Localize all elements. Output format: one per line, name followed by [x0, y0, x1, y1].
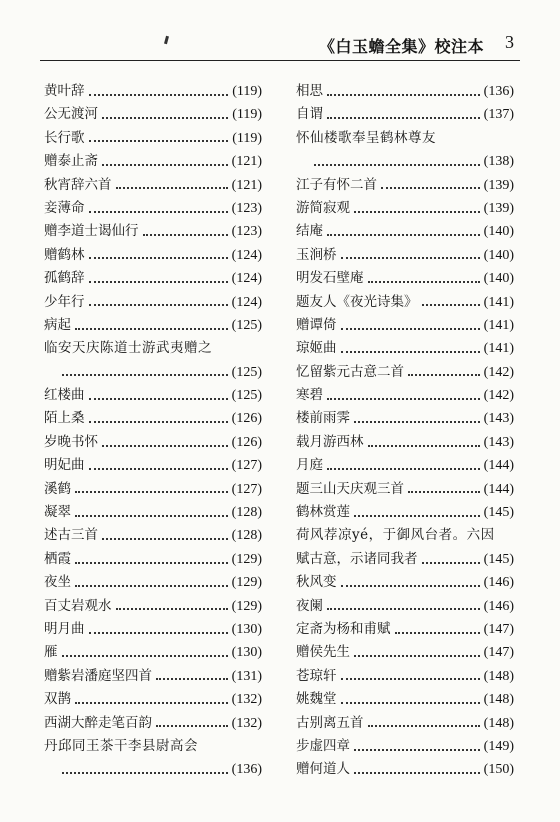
toc-entry — [296, 524, 514, 547]
toc-entry-title: 江子有怀二首 — [296, 176, 377, 193]
toc-left-column — [44, 80, 262, 782]
toc-entry — [296, 688, 514, 711]
toc-entry-title: 赠李道士谒仙行 — [44, 223, 139, 240]
toc-entry-page: (139) — [483, 177, 514, 193]
leader-dots — [368, 725, 480, 727]
leader-dots — [422, 304, 480, 306]
toc-entry-page: (149) — [483, 738, 514, 754]
leader-dots — [354, 211, 480, 213]
toc-entry — [296, 384, 514, 407]
toc-entry — [296, 501, 514, 524]
toc-entry-page: (129) — [231, 598, 262, 614]
toc-entry-title: 西湖大醉走笔百韵 — [44, 714, 152, 731]
toc-entry-page: (146) — [483, 598, 514, 614]
toc-entry — [44, 478, 262, 501]
toc-entry — [296, 337, 514, 360]
toc-entry-title: 孤鹤辞 — [44, 270, 85, 287]
toc-entry-page: (130) — [231, 645, 262, 661]
leader-dots — [368, 445, 480, 447]
toc-entry — [296, 407, 514, 430]
leader-dots — [62, 374, 228, 376]
toc-entry — [296, 641, 514, 664]
toc-entry — [44, 571, 262, 594]
toc-entry — [44, 618, 262, 641]
toc-entry-title: 玉涧桥 — [296, 246, 337, 263]
toc-entry-page: (125) — [231, 317, 262, 333]
toc-entry-page: (145) — [483, 505, 514, 521]
leader-dots — [156, 725, 228, 727]
leader-dots — [327, 94, 480, 96]
toc-entry — [44, 431, 262, 454]
toc-entry-title: 姚魏堂 — [296, 691, 337, 708]
toc-entry-page: (141) — [483, 294, 514, 310]
toc-entry-page: (123) — [231, 200, 262, 216]
book-title: 《白玉蟾全集》校注本 — [318, 37, 484, 56]
leader-dots — [89, 257, 228, 259]
toc-entry — [44, 501, 262, 524]
leader-dots — [89, 468, 228, 470]
leader-dots — [314, 164, 480, 166]
toc-entry-title: 赠谭倚 — [296, 316, 337, 333]
toc-entry-title: 岁晚书怀 — [44, 433, 98, 450]
toc-entry — [44, 712, 262, 735]
leader-dots — [327, 468, 480, 470]
toc-entry-title: 题友人《夜光诗集》 — [296, 293, 418, 310]
toc-entry-page: (145) — [483, 551, 514, 567]
leader-dots — [408, 374, 480, 376]
toc-entry-title: 栖霞 — [44, 550, 71, 567]
toc-entry-title: 赠侯先生 — [296, 644, 350, 661]
toc-entry-title: 步虚四章 — [296, 737, 350, 754]
toc-entry — [296, 454, 514, 477]
leader-dots — [341, 351, 480, 353]
toc-entry-title: 明月曲 — [44, 620, 85, 637]
toc-entry — [44, 197, 262, 220]
toc-entry-title: 古别离五首 — [296, 714, 364, 731]
toc-entry-title: 结庵 — [296, 223, 323, 240]
toc-entry-page: (121) — [231, 154, 262, 170]
toc-entry-title: 夜坐 — [44, 574, 71, 591]
toc-entry-title: 赠鹤林 — [44, 246, 85, 263]
toc-entry — [44, 267, 262, 290]
toc-entry-title: 苍琼轩 — [296, 667, 337, 684]
toc-entry-page: (124) — [231, 271, 262, 287]
leader-dots — [395, 632, 480, 634]
toc-entry — [296, 197, 514, 220]
toc-entry-page: (130) — [231, 621, 262, 637]
toc-entry-title: 游简寂观 — [296, 199, 350, 216]
toc-entry-page: (119) — [232, 107, 262, 123]
leader-dots — [368, 281, 480, 283]
toc-entry-page: (125) — [231, 364, 262, 380]
leader-dots — [156, 678, 228, 680]
toc-entry-page: (127) — [231, 458, 262, 474]
leader-dots — [327, 117, 480, 119]
leader-dots — [89, 94, 229, 96]
toc-entry — [44, 244, 262, 267]
leader-dots — [341, 257, 480, 259]
toc-entry-page: (124) — [231, 294, 262, 310]
leader-dots — [89, 304, 228, 306]
toc-entry — [296, 548, 514, 571]
leader-dots — [381, 187, 480, 189]
leader-dots — [75, 328, 228, 330]
toc-entry — [296, 665, 514, 688]
toc-entry — [296, 127, 514, 150]
toc-entry-title: 题三山天庆观三首 — [296, 480, 404, 497]
toc-entry — [44, 337, 262, 360]
toc-entry — [44, 641, 262, 664]
toc-right-column — [296, 80, 514, 782]
toc-entry-title: 赠何道人 — [296, 761, 350, 778]
toc-entry — [44, 361, 262, 384]
leader-dots — [354, 421, 480, 423]
leader-dots — [341, 585, 480, 587]
toc-entry-page: (124) — [231, 247, 262, 263]
toc-entry-page: (148) — [483, 715, 514, 731]
toc-entry-page: (136) — [231, 762, 262, 778]
toc-entry-page: (126) — [231, 411, 262, 427]
toc-entry-page: (141) — [483, 341, 514, 357]
leader-dots — [422, 562, 480, 564]
toc-entry-page: (123) — [231, 224, 262, 240]
toc-entry — [44, 595, 262, 618]
toc-entry — [44, 103, 262, 126]
toc-entry — [296, 267, 514, 290]
toc-entry — [44, 80, 262, 103]
toc-entry-page: (150) — [483, 762, 514, 778]
toc-entry-page: (132) — [231, 692, 262, 708]
toc-entry — [296, 431, 514, 454]
toc-entry-title: 双鹊 — [44, 691, 71, 708]
toc-entry — [44, 127, 262, 150]
toc-entry-page: (147) — [483, 645, 514, 661]
toc-entry-page: (125) — [231, 388, 262, 404]
toc-entry — [44, 291, 262, 314]
toc-entry-title: 定斋为杨和甫赋 — [296, 620, 391, 637]
toc-entry — [296, 618, 514, 641]
toc-entry-page: (142) — [483, 388, 514, 404]
leader-dots — [327, 234, 480, 236]
leader-dots — [75, 702, 228, 704]
leader-dots — [341, 328, 480, 330]
toc-entry-page: (147) — [483, 621, 514, 637]
toc-entry — [296, 735, 514, 758]
toc-entry — [44, 454, 262, 477]
toc-entry-title: 百丈岩观水 — [44, 597, 112, 614]
toc-entry — [296, 220, 514, 243]
toc-entry-page: (144) — [483, 458, 514, 474]
toc-entry-title: 琼姬曲 — [296, 340, 337, 357]
toc-entry-title: 黄叶辞 — [44, 83, 85, 99]
toc-entry — [44, 688, 262, 711]
toc-entry-page: (131) — [231, 668, 262, 684]
toc-entry-page: (143) — [483, 411, 514, 427]
toc-entry-title: 秋宵辞六首 — [44, 176, 112, 193]
toc-entry-page: (142) — [483, 364, 514, 380]
toc-entry-title: 述古三首 — [44, 527, 98, 544]
toc-entry-page: (136) — [483, 84, 514, 99]
toc-entry-title: 寒碧 — [296, 387, 323, 404]
toc-entry — [44, 407, 262, 430]
toc-entry — [44, 384, 262, 407]
toc-entry — [44, 314, 262, 337]
toc-entry-title: 雁 — [44, 644, 58, 661]
toc-entry-title: 明发石壁庵 — [296, 270, 364, 287]
leader-dots — [89, 211, 228, 213]
toc-entry-page: (137) — [483, 107, 514, 123]
toc-entry-page: (129) — [231, 551, 262, 567]
leader-dots — [89, 140, 229, 142]
toc-entry-title: 自谓 — [296, 106, 323, 123]
toc-entry-page: (144) — [483, 481, 514, 497]
toc-entry — [44, 220, 262, 243]
leader-dots — [89, 421, 228, 423]
toc-entry-page: (141) — [483, 317, 514, 333]
toc-entry — [296, 80, 514, 103]
toc-entry-title: 长行歌 — [44, 129, 85, 146]
toc-entry — [296, 291, 514, 314]
toc-entry-title: 荷风荐凉yé，于御风台者。六因 — [296, 527, 495, 544]
leader-dots — [75, 491, 228, 493]
toc-entry — [44, 548, 262, 571]
leader-dots — [341, 702, 480, 704]
toc-entry-page: (148) — [483, 668, 514, 684]
toc-entry-page: (119) — [232, 84, 262, 99]
toc-entry-title: 秋风变 — [296, 574, 337, 591]
leader-dots — [354, 655, 480, 657]
toc-entry-title: 凝翠 — [44, 504, 71, 521]
leader-dots — [354, 772, 480, 774]
toc-entry-page: (132) — [231, 715, 262, 731]
toc-entry-page: (129) — [231, 575, 262, 591]
leader-dots — [102, 164, 228, 166]
leader-dots — [62, 772, 228, 774]
toc-entry-page: (140) — [483, 224, 514, 240]
toc-entry — [296, 174, 514, 197]
toc-entry — [296, 712, 514, 735]
leader-dots — [102, 117, 228, 119]
leader-dots — [354, 515, 480, 517]
toc-entry — [44, 150, 262, 173]
toc-entry-title: 赋古意，示诸同我者 — [296, 550, 418, 567]
leader-dots — [354, 749, 480, 751]
leader-dots — [143, 234, 228, 236]
toc-entry-page: (128) — [231, 528, 262, 544]
leader-dots — [116, 187, 228, 189]
toc-entry-title: 溪鹤 — [44, 480, 71, 497]
toc-entry-title: 月庭 — [296, 457, 323, 474]
toc-entry — [296, 103, 514, 126]
toc-entry-page: (126) — [231, 434, 262, 450]
leader-dots — [89, 281, 228, 283]
toc-entry — [296, 758, 514, 781]
toc-entry-title: 公无渡河 — [44, 106, 98, 123]
toc-entry-title: 赠泰止斋 — [44, 153, 98, 170]
toc-entry-title: 陌上桑 — [44, 410, 85, 427]
toc-entry-title: 赠紫岩潘庭坚四首 — [44, 667, 152, 684]
toc-entry-page: (148) — [483, 692, 514, 708]
leader-dots — [341, 678, 480, 680]
toc-entry-title: 临安天庆陈道士游武夷赠之 — [44, 340, 212, 357]
leader-dots — [75, 562, 228, 564]
toc-entry — [296, 478, 514, 501]
running-header — [40, 30, 520, 61]
toc-entry-title: 少年行 — [44, 293, 85, 310]
toc-entry-title: 相思 — [296, 83, 323, 99]
toc-entry-title: 夜阑 — [296, 597, 323, 614]
leader-dots — [327, 398, 480, 400]
toc-entry-title: 怀仙楼歌奉呈鹤林尊友 — [296, 129, 436, 146]
toc-entry-title: 忆留紫元古意二首 — [296, 363, 404, 380]
toc-entry-page: (140) — [483, 247, 514, 263]
page-number: 3 — [505, 32, 514, 52]
toc-entry-title: 载月游西林 — [296, 433, 364, 450]
toc-entry-title: 红楼曲 — [44, 387, 85, 404]
leader-dots — [102, 445, 228, 447]
toc-entry-page: (140) — [483, 271, 514, 287]
toc-entry-page: (121) — [231, 177, 262, 193]
toc-entry — [296, 244, 514, 267]
toc-entry-title: 妾薄命 — [44, 199, 85, 216]
toc-entry — [44, 735, 262, 758]
toc-entry — [296, 150, 514, 173]
toc-entry-title: 鹤林赏莲 — [296, 504, 350, 521]
toc-entry-title: 明妃曲 — [44, 457, 85, 474]
toc-entry-page: (127) — [231, 481, 262, 497]
leader-dots — [89, 632, 228, 634]
toc-entry-title: 丹邱同王茶干李县尉高会 — [44, 737, 198, 754]
toc-entry — [44, 174, 262, 197]
leader-dots — [116, 608, 228, 610]
leader-dots — [327, 608, 480, 610]
toc-entry-page: (139) — [483, 200, 514, 216]
leader-dots — [102, 538, 228, 540]
leader-dots — [62, 655, 228, 657]
toc-entry-page: (146) — [483, 575, 514, 591]
toc-entry — [296, 571, 514, 594]
toc-entry-title: 病起 — [44, 316, 71, 333]
toc-entry — [296, 361, 514, 384]
leader-dots — [408, 491, 480, 493]
toc-entry-page: (128) — [231, 505, 262, 521]
toc-entry — [296, 314, 514, 337]
leader-dots — [75, 585, 228, 587]
toc-entry — [296, 595, 514, 618]
leader-dots — [75, 515, 228, 517]
toc-entry-page: (138) — [483, 154, 514, 170]
toc-entry — [44, 758, 262, 781]
toc-entry-title: 楼前雨霁 — [296, 410, 350, 427]
toc-entry-page: (119) — [232, 130, 262, 146]
toc-entry — [44, 524, 262, 547]
toc-entry-page: (143) — [483, 434, 514, 450]
toc-entry — [44, 665, 262, 688]
leader-dots — [89, 398, 228, 400]
